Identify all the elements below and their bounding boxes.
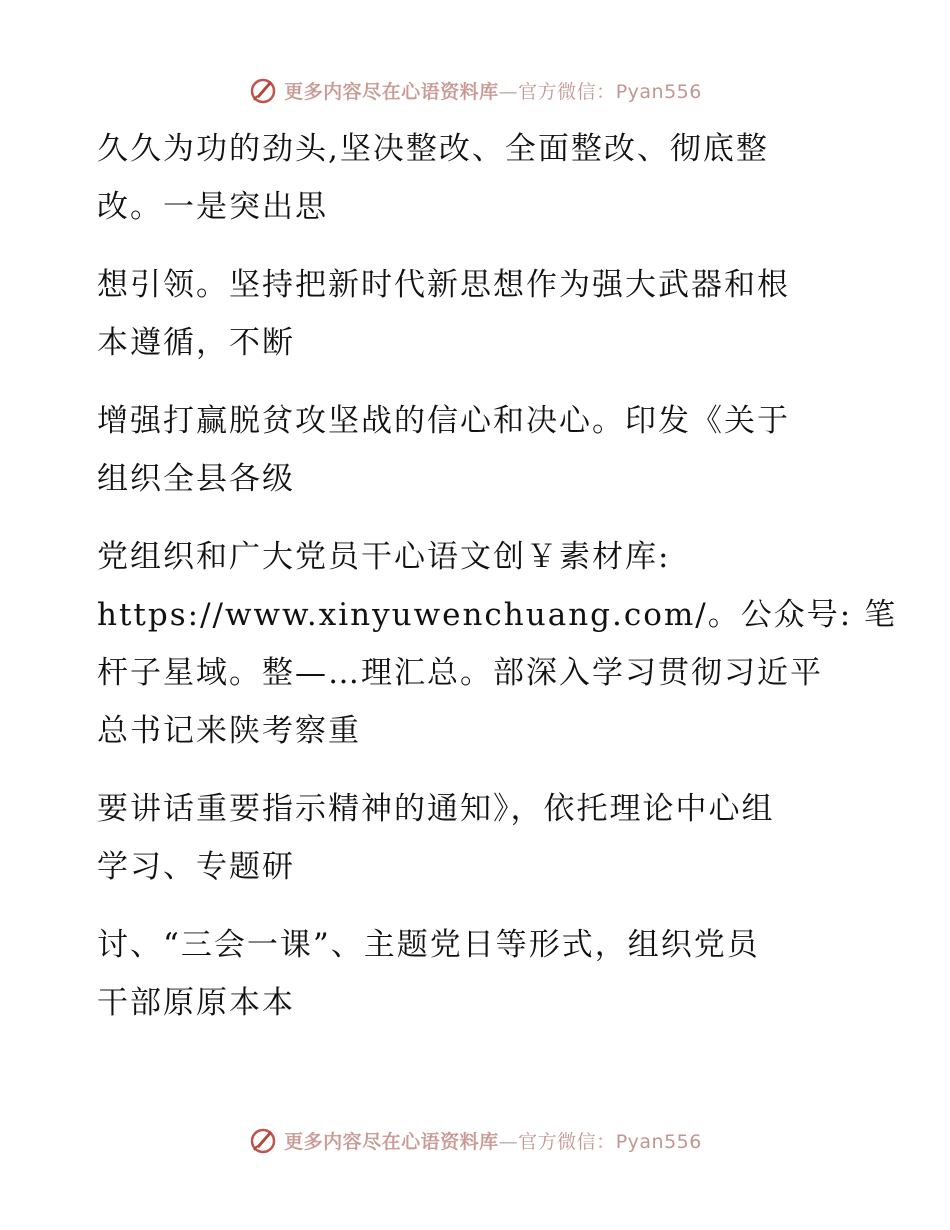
footer-watermark-text: 更多内容尽在心语资料库—官方微信：Pyan556 <box>284 1130 702 1153</box>
paragraph <box>97 916 857 1032</box>
text-line: 讨、“三会一课”、主题党日等形式，组织党员 <box>97 927 760 963</box>
text-line: 杆子星域。整—…理汇总。部深入学习贯彻习近平 <box>97 655 823 691</box>
text-line: 改。一是突出思 <box>97 189 328 225</box>
text-line: 想引领。坚持把新时代新思想作为强大武器和根 <box>97 267 790 303</box>
paragraph <box>97 780 857 896</box>
paragraph <box>97 528 898 760</box>
text-line: 增强打赢脱贫攻坚战的信心和决心。印发《关于 <box>97 403 790 439</box>
url-line: https://www.xinyuwenchuang.com/。公众号: 笔 <box>97 597 898 633</box>
paragraph <box>97 392 857 508</box>
header-watermark <box>0 70 950 110</box>
footer-watermark <box>0 1120 950 1160</box>
text-line: 久久为功的劲头,坚决整改、全面整改、彻底整 <box>97 131 769 167</box>
text-line: 要讲话重要指示精神的通知》，依托理论中心组 <box>97 791 775 827</box>
text-line: 组织全县各级 <box>97 461 295 497</box>
text-line: 党组织和广大党员干心语文创￥素材库: <box>97 539 671 575</box>
text-line: 学习、专题研 <box>97 849 295 885</box>
quill-logo-icon <box>248 75 278 105</box>
document-body <box>97 120 898 1052</box>
text-line: 本遵循，不断 <box>97 325 295 361</box>
quill-logo-icon <box>248 1125 278 1155</box>
paragraph <box>97 120 857 236</box>
paragraph <box>97 256 857 372</box>
text-line: 干部原原本本 <box>97 985 295 1021</box>
header-watermark-text: 更多内容尽在心语资料库—官方微信：Pyan556 <box>284 80 702 103</box>
text-line: 总书记来陕考察重 <box>97 713 361 749</box>
